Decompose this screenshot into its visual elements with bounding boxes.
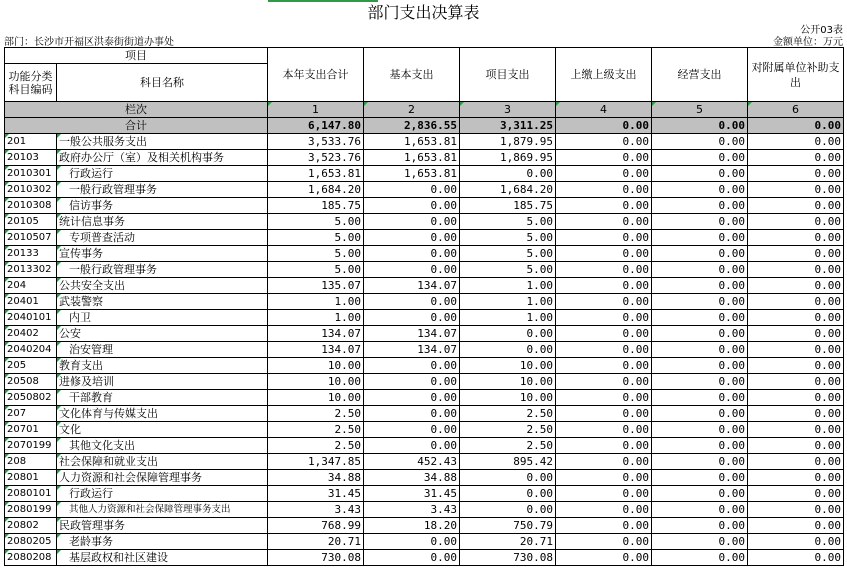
row-value[interactable]: 0.00 (748, 246, 844, 262)
row-name[interactable]: 信访事务 (57, 198, 268, 214)
total-value[interactable]: 6,147.80 (268, 118, 364, 134)
row-value[interactable]: 0.00 (748, 230, 844, 246)
table-row (5, 326, 844, 342)
row-code[interactable]: 2040204 (5, 342, 57, 358)
row-name[interactable]: 专项普查活动 (57, 230, 268, 246)
row-value[interactable]: 0.00 (364, 198, 460, 214)
row-value[interactable]: 0.00 (748, 374, 844, 390)
row-value[interactable]: 5.00 (268, 262, 364, 278)
table-row (5, 358, 844, 374)
row-value[interactable]: 0.00 (460, 470, 556, 486)
row-value[interactable]: 0.00 (652, 534, 748, 550)
row-value[interactable]: 1.00 (460, 294, 556, 310)
row-value[interactable]: 0.00 (460, 502, 556, 518)
unit-label: 金额单位：万元 (773, 37, 843, 48)
row-value[interactable]: 2.50 (460, 438, 556, 454)
column-number-5[interactable]: 5 (652, 102, 748, 118)
row-value[interactable]: 0.00 (556, 278, 652, 294)
row-value[interactable]: 0.00 (364, 246, 460, 262)
row-name[interactable]: 宣传事务 (57, 246, 268, 262)
row-value[interactable]: 0.00 (556, 486, 652, 502)
row-value[interactable]: 0.00 (364, 406, 460, 422)
column-number-6[interactable]: 6 (748, 102, 844, 118)
row-code[interactable]: 2010507 (5, 230, 57, 246)
row-value[interactable]: 0.00 (652, 326, 748, 342)
row-value[interactable]: 10.00 (268, 358, 364, 374)
row-value[interactable]: 0.00 (748, 502, 844, 518)
row-value[interactable]: 0.00 (748, 198, 844, 214)
row-name[interactable]: 一般行政管理事务 (57, 182, 268, 198)
row-value[interactable]: 0.00 (652, 406, 748, 422)
row-value[interactable]: 0.00 (556, 326, 652, 342)
row-value[interactable]: 134.07 (364, 278, 460, 294)
table-row (5, 294, 844, 310)
row-value[interactable]: 0.00 (556, 182, 652, 198)
row-value[interactable]: 0.00 (652, 550, 748, 566)
row-value[interactable]: 0.00 (748, 454, 844, 470)
row-value[interactable]: 3,533.76 (268, 134, 364, 150)
table-row (5, 166, 844, 182)
row-value[interactable]: 1.00 (268, 294, 364, 310)
row-value[interactable]: 1,684.20 (460, 182, 556, 198)
row-value[interactable]: 0.00 (652, 454, 748, 470)
row-value[interactable]: 0.00 (652, 278, 748, 294)
row-value[interactable]: 1.00 (268, 310, 364, 326)
table-row (5, 534, 844, 550)
row-value[interactable]: 0.00 (652, 470, 748, 486)
header-subject-name[interactable]: 科目名称 (57, 64, 268, 102)
row-value[interactable]: 134.07 (364, 342, 460, 358)
header-col-6[interactable]: 对附属单位补助支出 (748, 48, 844, 102)
total-value[interactable]: 0.00 (748, 118, 844, 134)
row-name[interactable]: 行政运行 (57, 166, 268, 182)
row-name[interactable]: 老龄事务 (57, 534, 268, 550)
row-value[interactable]: 0.00 (556, 342, 652, 358)
row-code[interactable]: 2080208 (5, 550, 57, 566)
row-code[interactable]: 201 (5, 134, 57, 150)
row-value[interactable]: 0.00 (556, 166, 652, 182)
row-value[interactable]: 0.00 (556, 470, 652, 486)
row-code[interactable]: 20801 (5, 470, 57, 486)
table-row (5, 374, 844, 390)
row-value[interactable]: 0.00 (364, 294, 460, 310)
row-value[interactable]: 1,653.81 (268, 166, 364, 182)
row-value[interactable]: 0.00 (364, 374, 460, 390)
row-value[interactable]: 895.42 (460, 454, 556, 470)
row-name[interactable]: 治安管理 (57, 342, 268, 358)
row-value[interactable]: 0.00 (748, 438, 844, 454)
row-value[interactable]: 2.50 (268, 422, 364, 438)
row-value[interactable]: 0.00 (748, 150, 844, 166)
row-value[interactable]: 0.00 (748, 358, 844, 374)
row-value[interactable]: 0.00 (364, 438, 460, 454)
row-value[interactable]: 0.00 (364, 310, 460, 326)
row-value[interactable]: 1.00 (460, 278, 556, 294)
table-row (5, 486, 844, 502)
row-value[interactable]: 0.00 (748, 182, 844, 198)
row-value[interactable]: 0.00 (364, 182, 460, 198)
column-number-2[interactable]: 2 (364, 102, 460, 118)
row-value[interactable]: 0.00 (556, 358, 652, 374)
row-value[interactable]: 5.00 (460, 262, 556, 278)
total-value[interactable]: 3,311.25 (460, 118, 556, 134)
row-value[interactable]: 0.00 (748, 486, 844, 502)
row-code[interactable]: 20133 (5, 246, 57, 262)
row-value[interactable]: 0.00 (652, 390, 748, 406)
department-label: 部门：长沙市开福区洪泰街街道办事处 (4, 37, 174, 48)
header-col-2[interactable]: 基本支出 (364, 48, 460, 102)
table-row (5, 150, 844, 166)
table-row (5, 454, 844, 470)
row-value[interactable]: 5.00 (460, 214, 556, 230)
row-value[interactable]: 730.08 (268, 550, 364, 566)
row-name[interactable]: 统计信息事务 (57, 214, 268, 230)
row-value[interactable]: 134.07 (364, 326, 460, 342)
row-value[interactable]: 2.50 (268, 406, 364, 422)
row-value[interactable]: 2.50 (268, 438, 364, 454)
row-value[interactable]: 0.00 (556, 374, 652, 390)
row-code[interactable]: 20401 (5, 294, 57, 310)
row-value[interactable]: 0.00 (556, 150, 652, 166)
total-value[interactable]: 0.00 (652, 118, 748, 134)
row-name[interactable]: 内卫 (57, 310, 268, 326)
row-value[interactable]: 0.00 (364, 358, 460, 374)
row-name[interactable]: 武装警察 (57, 294, 268, 310)
table-row (5, 470, 844, 486)
row-name[interactable]: 一般行政管理事务 (57, 262, 268, 278)
total-value[interactable]: 2,836.55 (364, 118, 460, 134)
row-code[interactable]: 2013302 (5, 262, 57, 278)
row-value[interactable]: 20.71 (268, 534, 364, 550)
row-value[interactable]: 0.00 (364, 262, 460, 278)
header-func-code[interactable]: 功能分类科目编码 (5, 64, 57, 102)
report-title: 部门支出决算表 (367, 3, 480, 22)
row-value[interactable]: 0.00 (556, 518, 652, 534)
table-row (5, 182, 844, 198)
row-name[interactable]: 基层政权和社区建设 (57, 550, 268, 566)
row-name[interactable]: 文化 (57, 422, 268, 438)
row-value[interactable]: 0.00 (556, 406, 652, 422)
row-code[interactable]: 2010302 (5, 182, 57, 198)
row-value[interactable]: 185.75 (460, 198, 556, 214)
row-value[interactable]: 0.00 (748, 550, 844, 566)
row-value[interactable]: 768.99 (268, 518, 364, 534)
row-value[interactable]: 134.07 (268, 326, 364, 342)
row-name[interactable]: 公安 (57, 326, 268, 342)
row-value[interactable]: 0.00 (748, 294, 844, 310)
row-value[interactable]: 0.00 (652, 182, 748, 198)
row-value[interactable]: 0.00 (460, 342, 556, 358)
row-value[interactable]: 1,879.95 (460, 134, 556, 150)
row-code[interactable]: 20802 (5, 518, 57, 534)
row-value[interactable]: 0.00 (748, 534, 844, 550)
header-item[interactable]: 项目 (5, 48, 268, 64)
table-row (5, 214, 844, 230)
header-col-1[interactable]: 本年支出合计 (268, 48, 364, 102)
row-code[interactable]: 2070199 (5, 438, 57, 454)
row-value[interactable]: 5.00 (268, 230, 364, 246)
row-name[interactable]: 社会保障和就业支出 (57, 454, 268, 470)
row-value[interactable]: 3,523.76 (268, 150, 364, 166)
row-value[interactable]: 0.00 (556, 262, 652, 278)
row-name[interactable]: 行政运行 (57, 486, 268, 502)
row-value[interactable]: 730.08 (460, 550, 556, 566)
row-value[interactable]: 0.00 (556, 550, 652, 566)
row-code[interactable]: 20402 (5, 326, 57, 342)
total-value[interactable]: 0.00 (556, 118, 652, 134)
row-value[interactable]: 20.71 (460, 534, 556, 550)
row-value[interactable]: 5.00 (268, 214, 364, 230)
row-code[interactable]: 20701 (5, 422, 57, 438)
row-name[interactable]: 其他文化支出 (57, 438, 268, 454)
row-value[interactable]: 3.43 (268, 502, 364, 518)
row-value[interactable]: 0.00 (748, 278, 844, 294)
row-value[interactable]: 34.88 (364, 470, 460, 486)
row-value[interactable]: 0.00 (748, 310, 844, 326)
row-value[interactable]: 2.50 (460, 422, 556, 438)
row-value[interactable]: 0.00 (652, 342, 748, 358)
row-value[interactable]: 0.00 (748, 134, 844, 150)
row-value[interactable]: 0.00 (556, 422, 652, 438)
row-value[interactable]: 0.00 (748, 406, 844, 422)
row-name[interactable]: 进修及培训 (57, 374, 268, 390)
row-value[interactable]: 0.00 (652, 150, 748, 166)
row-value[interactable]: 34.88 (268, 470, 364, 486)
row-code[interactable]: 2080199 (5, 502, 57, 518)
row-code[interactable]: 205 (5, 358, 57, 374)
row-value[interactable]: 0.00 (652, 438, 748, 454)
row-value[interactable]: 0.00 (652, 374, 748, 390)
row-code[interactable]: 20103 (5, 150, 57, 166)
row-code[interactable]: 2010308 (5, 198, 57, 214)
row-value[interactable]: 5.00 (460, 246, 556, 262)
row-value[interactable]: 0.00 (652, 166, 748, 182)
row-code[interactable]: 208 (5, 454, 57, 470)
row-value[interactable]: 1,653.81 (364, 150, 460, 166)
column-number-3[interactable]: 3 (460, 102, 556, 118)
row-value[interactable]: 0.00 (652, 198, 748, 214)
row-value[interactable]: 1,347.85 (268, 454, 364, 470)
row-value[interactable]: 0.00 (364, 230, 460, 246)
row-value[interactable]: 1,869.95 (460, 150, 556, 166)
column-number-4[interactable]: 4 (556, 102, 652, 118)
row-value[interactable]: 0.00 (556, 534, 652, 550)
row-value[interactable]: 31.45 (364, 486, 460, 502)
row-value[interactable]: 0.00 (652, 262, 748, 278)
row-value[interactable]: 0.00 (748, 342, 844, 358)
row-value[interactable]: 0.00 (748, 326, 844, 342)
row-value[interactable]: 0.00 (556, 438, 652, 454)
row-name[interactable]: 人力资源和社会保障管理事务 (57, 470, 268, 486)
row-value[interactable]: 0.00 (652, 134, 748, 150)
row-value[interactable]: 452.43 (364, 454, 460, 470)
table-row (5, 278, 844, 294)
row-value[interactable]: 750.79 (460, 518, 556, 534)
row-value[interactable]: 0.00 (556, 310, 652, 326)
row-name[interactable]: 一般公共服务支出 (57, 134, 268, 150)
row-code[interactable]: 20105 (5, 214, 57, 230)
row-value[interactable]: 0.00 (748, 262, 844, 278)
row-value[interactable]: 0.00 (460, 166, 556, 182)
column-row-label[interactable]: 栏次 (5, 102, 268, 118)
row-value[interactable]: 1,653.81 (364, 134, 460, 150)
row-value[interactable]: 0.00 (556, 246, 652, 262)
header-col-5[interactable]: 经营支出 (652, 48, 748, 102)
form-code: 公开03表 (800, 25, 843, 36)
row-name[interactable]: 文化体育与传媒支出 (57, 406, 268, 422)
total-label[interactable]: 合计 (5, 118, 268, 134)
row-value[interactable]: 0.00 (460, 486, 556, 502)
row-name[interactable]: 民政管理事务 (57, 518, 268, 534)
row-value[interactable]: 0.00 (364, 550, 460, 566)
row-value[interactable]: 185.75 (268, 198, 364, 214)
row-name[interactable]: 干部教育 (57, 390, 268, 406)
table-row (5, 422, 844, 438)
row-value[interactable]: 0.00 (364, 214, 460, 230)
row-value[interactable]: 0.00 (652, 214, 748, 230)
row-name[interactable]: 公共安全支出 (57, 278, 268, 294)
row-value[interactable]: 0.00 (652, 358, 748, 374)
row-code[interactable]: 204 (5, 278, 57, 294)
row-value[interactable]: 5.00 (460, 230, 556, 246)
row-name[interactable]: 其他人力资源和社会保障管理事务支出 (57, 502, 268, 518)
row-value[interactable]: 0.00 (652, 246, 748, 262)
row-value[interactable]: 0.00 (556, 230, 652, 246)
row-value[interactable]: 0.00 (748, 470, 844, 486)
row-value[interactable]: 31.45 (268, 486, 364, 502)
row-value[interactable]: 0.00 (652, 310, 748, 326)
row-value[interactable]: 0.00 (556, 214, 652, 230)
row-value[interactable]: 0.00 (364, 422, 460, 438)
header-col-3[interactable]: 项目支出 (460, 48, 556, 102)
row-value[interactable]: 10.00 (268, 374, 364, 390)
table-row (5, 390, 844, 406)
table-row (5, 246, 844, 262)
row-name[interactable]: 政府办公厅（室）及相关机构事务 (57, 150, 268, 166)
row-code[interactable]: 2040101 (5, 310, 57, 326)
row-value[interactable]: 3.43 (364, 502, 460, 518)
row-value[interactable]: 0.00 (652, 502, 748, 518)
row-value[interactable]: 0.00 (556, 390, 652, 406)
column-number-1[interactable]: 1 (268, 102, 364, 118)
table-row (5, 406, 844, 422)
row-value[interactable]: 0.00 (652, 294, 748, 310)
row-value[interactable]: 10.00 (460, 358, 556, 374)
row-value[interactable]: 0.00 (748, 166, 844, 182)
table-row (5, 438, 844, 454)
row-value[interactable]: 0.00 (364, 534, 460, 550)
expenditure-table (4, 47, 844, 566)
header-col-4[interactable]: 上缴上级支出 (556, 48, 652, 102)
row-value[interactable]: 10.00 (460, 390, 556, 406)
row-value[interactable]: 1.00 (460, 310, 556, 326)
row-value[interactable]: 0.00 (748, 390, 844, 406)
row-value[interactable]: 135.07 (268, 278, 364, 294)
row-value[interactable]: 0.00 (748, 422, 844, 438)
row-value[interactable]: 2.50 (460, 406, 556, 422)
row-value[interactable]: 18.20 (364, 518, 460, 534)
row-value[interactable]: 0.00 (364, 390, 460, 406)
table-row (5, 230, 844, 246)
table-row (5, 198, 844, 214)
row-code[interactable]: 207 (5, 406, 57, 422)
row-code[interactable]: 20508 (5, 374, 57, 390)
row-code[interactable]: 2010301 (5, 166, 57, 182)
row-value[interactable]: 0.00 (748, 214, 844, 230)
row-value[interactable]: 0.00 (460, 326, 556, 342)
table-row (5, 134, 844, 150)
table-row (5, 518, 844, 534)
row-value[interactable]: 0.00 (748, 518, 844, 534)
row-value[interactable]: 0.00 (556, 134, 652, 150)
row-value[interactable]: 134.07 (268, 342, 364, 358)
row-value[interactable]: 1,653.81 (364, 166, 460, 182)
table-row (5, 502, 844, 518)
row-value[interactable]: 0.00 (556, 198, 652, 214)
row-value[interactable]: 0.00 (556, 294, 652, 310)
table-row (5, 310, 844, 326)
row-value[interactable]: 0.00 (652, 486, 748, 502)
row-value[interactable]: 0.00 (556, 454, 652, 470)
row-value[interactable]: 0.00 (652, 518, 748, 534)
row-value[interactable]: 0.00 (652, 422, 748, 438)
row-value[interactable]: 10.00 (460, 374, 556, 390)
row-code[interactable]: 2050802 (5, 390, 57, 406)
table-row (5, 262, 844, 278)
row-code[interactable]: 2080101 (5, 486, 57, 502)
row-value[interactable]: 5.00 (268, 246, 364, 262)
row-name[interactable]: 教育支出 (57, 358, 268, 374)
row-value[interactable]: 0.00 (652, 230, 748, 246)
table-row (5, 342, 844, 358)
row-value[interactable]: 1,684.20 (268, 182, 364, 198)
row-value[interactable]: 10.00 (268, 390, 364, 406)
row-code[interactable]: 2080205 (5, 534, 57, 550)
row-value[interactable]: 0.00 (556, 502, 652, 518)
table-row (5, 550, 844, 566)
